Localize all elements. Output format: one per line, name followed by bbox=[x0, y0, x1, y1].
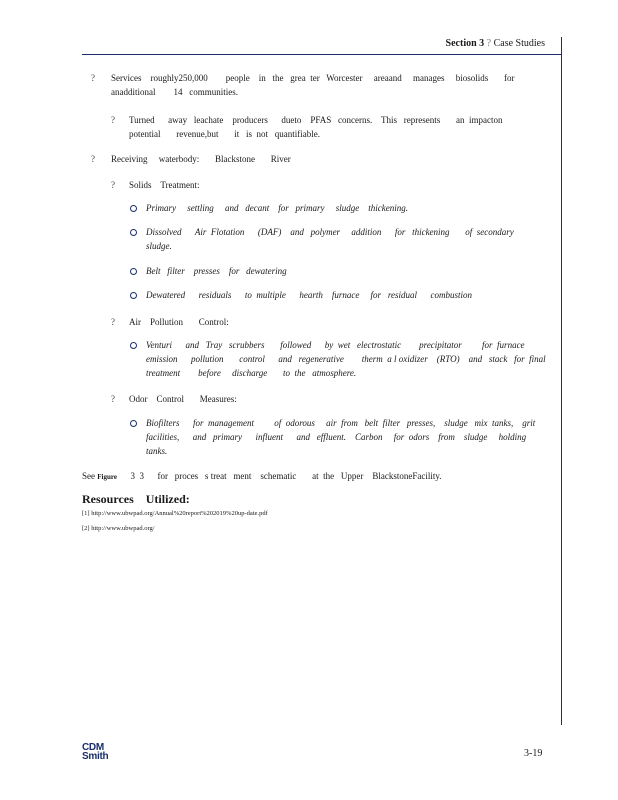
solids-item-1: Primary settling and decant for primary sludge thickening. bbox=[146, 203, 408, 213]
reference-link-1[interactable]: [1] http://www.ubwpad.org/Annual%20report%202019%20up-date.pdf bbox=[82, 510, 268, 517]
air-item-1-line-2: emission pollution control and regenerative therm a l oxidizer (RTO) and stack for final bbox=[146, 354, 546, 364]
circle-bullet-icon bbox=[130, 229, 137, 236]
odor-item-1-line-2: facilities, and primary influent and effluent. Carbon for odors from sludge holding bbox=[146, 432, 527, 442]
page-number: 3-19 bbox=[524, 748, 543, 759]
logo-line-2: Smith bbox=[82, 751, 109, 762]
odor-item-1-line-3: tanks. bbox=[146, 446, 168, 456]
bullet-glyph: ? bbox=[91, 73, 95, 83]
logo-line-1: CDM bbox=[82, 742, 104, 753]
air-item-1-line-3: treatment before discharge to the atmosphere. bbox=[146, 368, 357, 378]
bullet-glyph: ? bbox=[111, 180, 115, 190]
bullet-glyph: ? bbox=[111, 317, 115, 327]
odor-item-1-line-1: Biofilters for management of odorous air from belt filter presses, sludge mix tanks, grit bbox=[146, 418, 536, 428]
solids-item-4: Dewatered residuals to multiple hearth furnace for residual combustion bbox=[146, 290, 472, 300]
margin-rule bbox=[561, 37, 562, 725]
header-separator: ? bbox=[486, 38, 492, 49]
solids-item-2-line-2: sludge. bbox=[146, 241, 172, 251]
figure-reference-link[interactable]: Figure bbox=[97, 473, 117, 481]
see-prefix: See bbox=[82, 471, 95, 481]
receiving-waterbody: Receiving waterbody: Blackstone River bbox=[111, 154, 291, 164]
circle-bullet-icon bbox=[130, 342, 137, 349]
solids-item-3: Belt filter presses for dewatering bbox=[146, 266, 287, 276]
cdm-smith-logo bbox=[82, 743, 108, 761]
see-figure-text: 3 3 for proces s treat ment schematic at the Upper BlackstoneFacility. bbox=[130, 471, 442, 481]
air-heading: Air Pollution Control: bbox=[129, 317, 229, 327]
header-rule bbox=[82, 54, 562, 55]
solids-item-2-line-1: Dissolved Air Flotation (DAF) and polymer addition for thickening of secondary bbox=[146, 227, 514, 237]
resources-heading: Resources Utilized: bbox=[82, 492, 190, 506]
section-label: Section 3 bbox=[445, 38, 485, 49]
services-line-1: Services roughly250,000 people in the grea ter Worcester areaand manages biosolids for bbox=[111, 73, 515, 83]
circle-bullet-icon bbox=[130, 205, 137, 212]
turned-line-1: Turned away leachate producers dueto PFAS concerns. This represents an impacton bbox=[129, 115, 503, 125]
turned-line-2: potential revenue,but it is not quantifiable. bbox=[129, 129, 320, 139]
page-header bbox=[446, 38, 545, 49]
bullet-glyph: ? bbox=[91, 154, 95, 164]
bullet-glyph: ? bbox=[111, 115, 115, 125]
circle-bullet-icon bbox=[130, 268, 137, 275]
see-figure-paragraph bbox=[82, 469, 442, 484]
header-title: Case Studies bbox=[493, 38, 545, 49]
bullet-glyph: ? bbox=[111, 394, 115, 404]
reference-link-2[interactable]: [2] http://www.ubwpad.org/ bbox=[82, 525, 155, 532]
circle-bullet-icon bbox=[130, 292, 137, 299]
air-item-1-line-1: Venturi and Tray scrubbers followed by wet electrostatic precipitator for furnace bbox=[146, 340, 525, 350]
services-line-2: anadditional 14 communities. bbox=[111, 87, 238, 97]
odor-heading: Odor Control Measures: bbox=[129, 394, 237, 404]
circle-bullet-icon bbox=[130, 420, 137, 427]
solids-heading: Solids Treatment: bbox=[129, 180, 200, 190]
